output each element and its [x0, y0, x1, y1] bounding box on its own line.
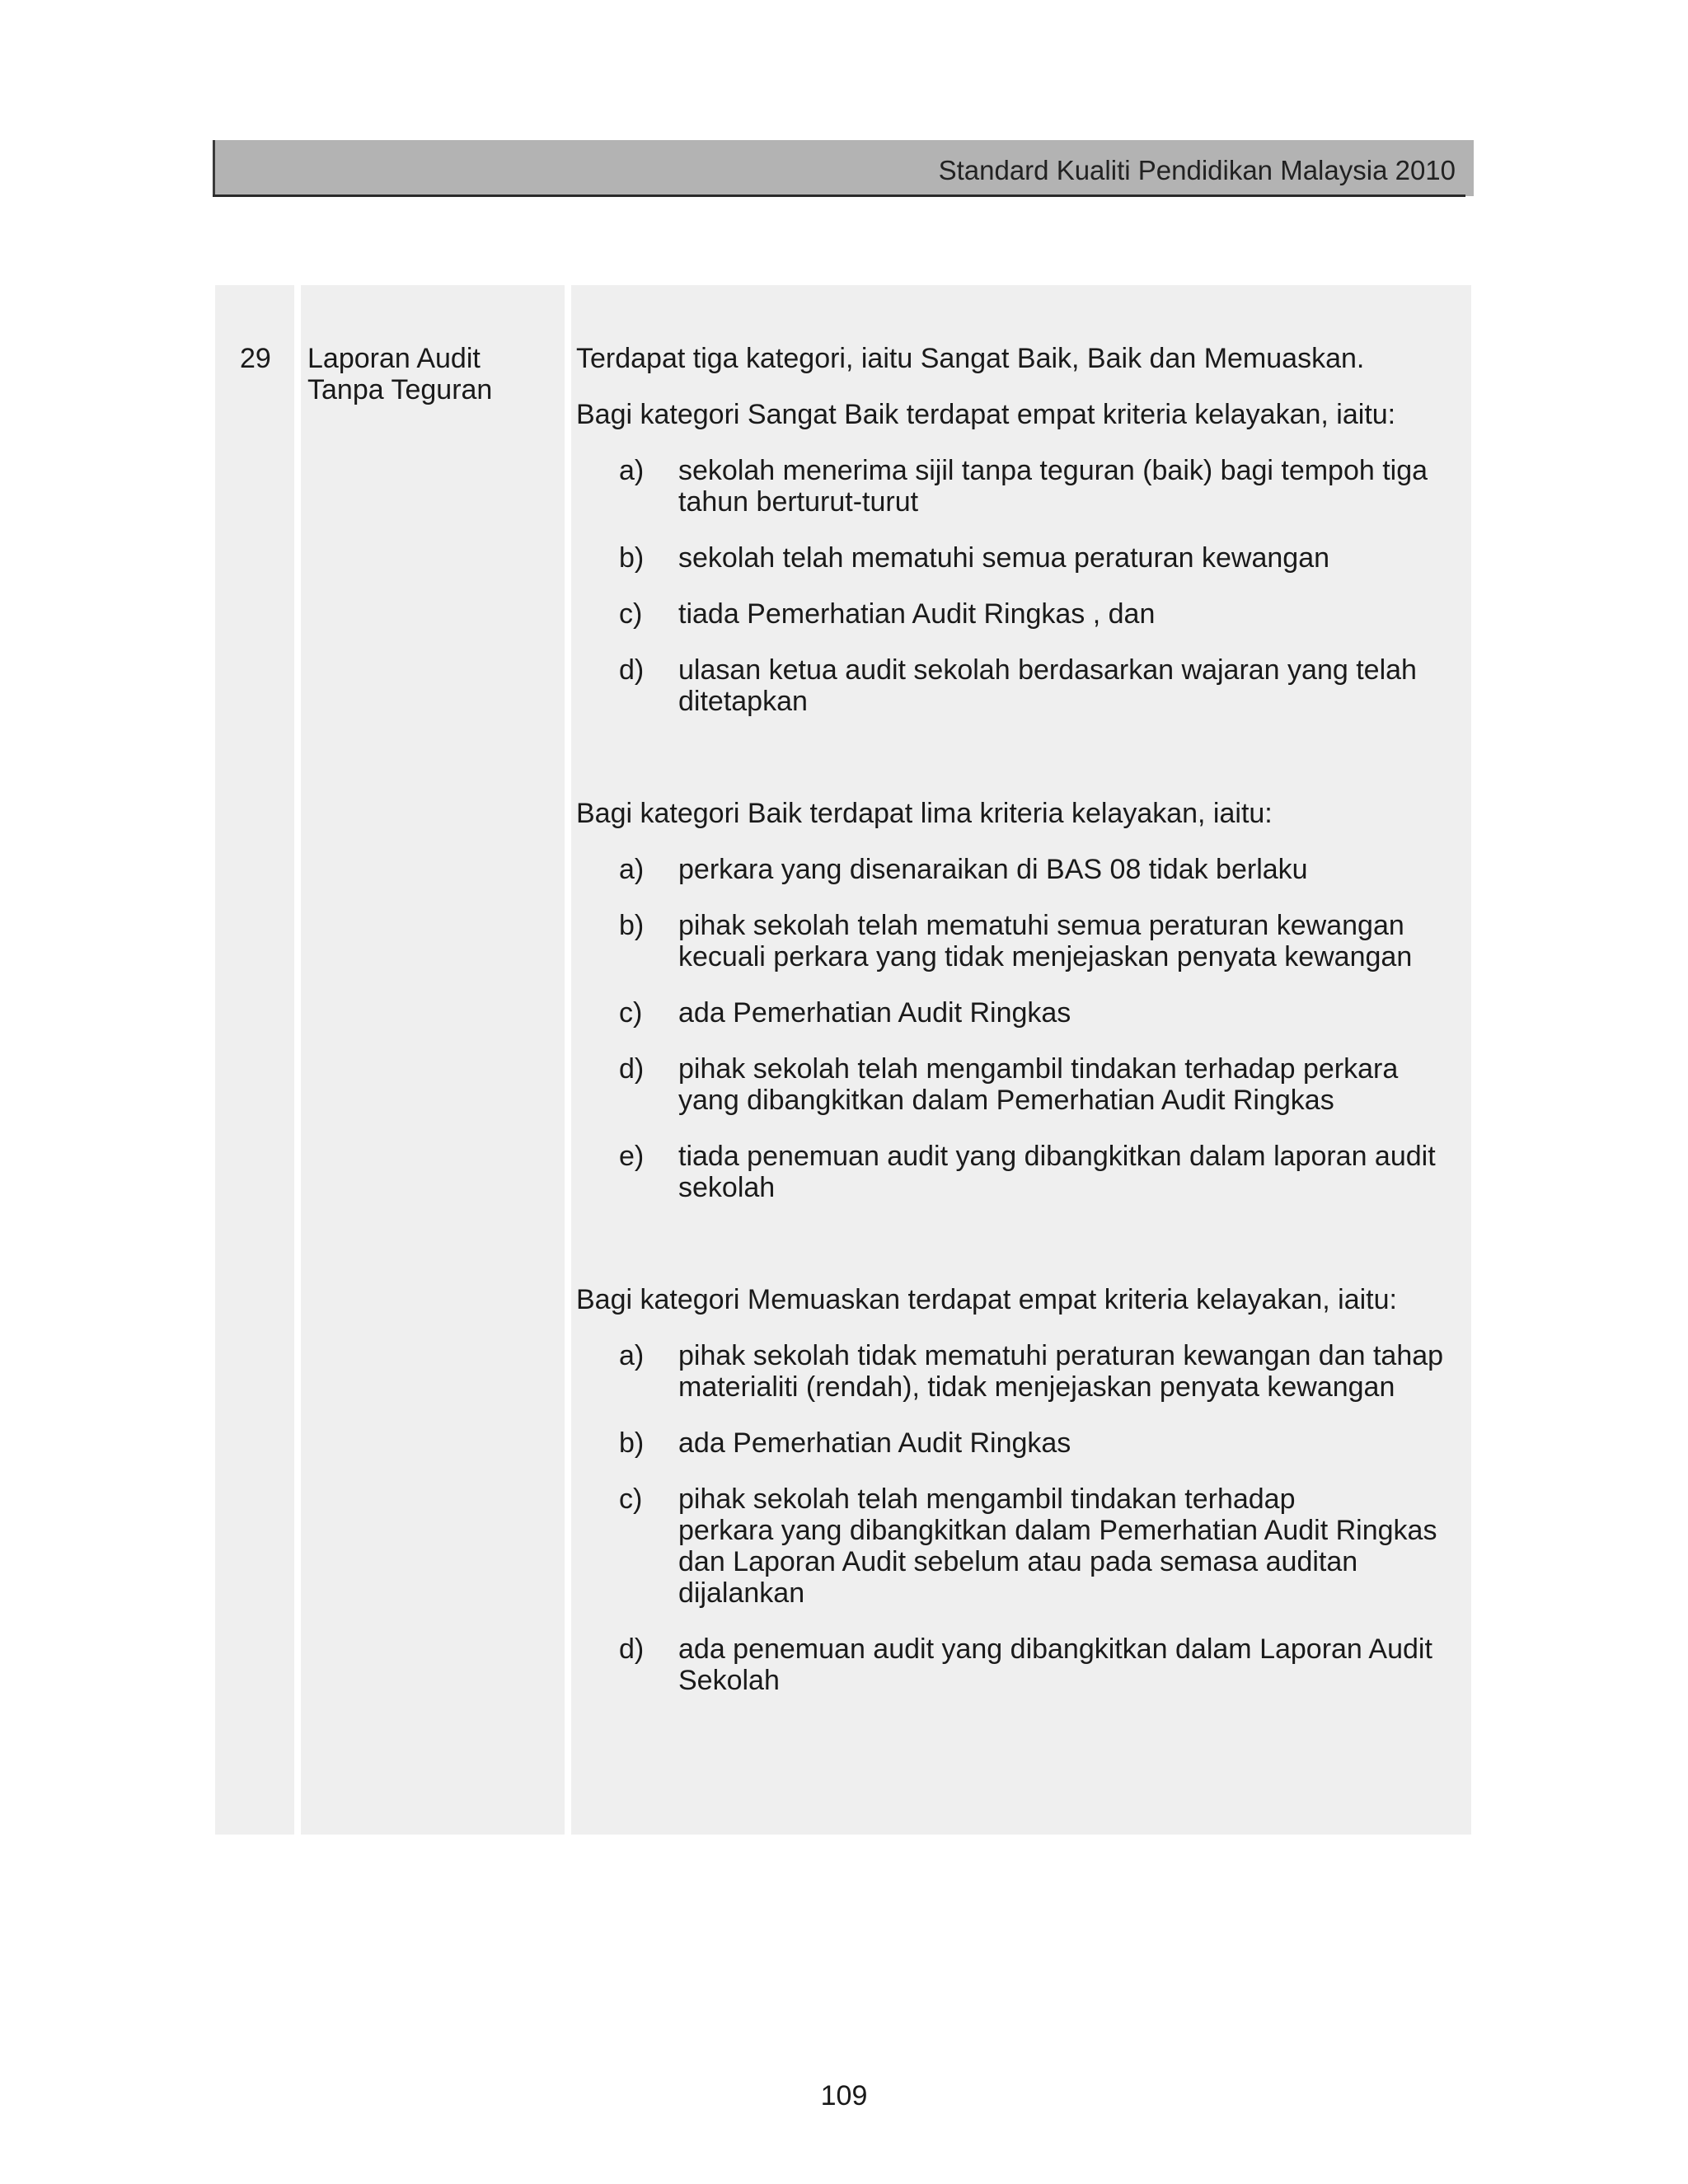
row-description	[576, 343, 1462, 1721]
criteria-text-line: perkara yang disenaraikan di BAS 08 tidak berlaku	[678, 854, 1308, 885]
criteria-marker: b)	[619, 542, 645, 574]
row-number: 29	[240, 343, 271, 374]
criteria-text-line: Sekolah	[678, 1665, 780, 1696]
column-number	[215, 285, 294, 1835]
criteria-text-line: ada Pemerhatian Audit Ringkas	[678, 997, 1071, 1029]
criteria-marker: a)	[619, 854, 645, 885]
category-heading: Bagi kategori Sangat Baik terdapat empat kriteria kelayakan, iaitu:	[576, 399, 1396, 430]
criteria-item	[576, 1141, 1462, 1203]
criteria-text-line: ada Pemerhatian Audit Ringkas	[678, 1427, 1071, 1459]
criteria-list	[576, 455, 1462, 717]
criteria-text-line: yang dibangkitkan dalam Pemerhatian Audit Ringkas	[678, 1085, 1334, 1116]
criteria-item	[576, 455, 1462, 518]
criteria-marker: d)	[619, 1633, 645, 1665]
header-underline	[213, 194, 1465, 197]
criteria-item	[576, 1053, 1462, 1116]
criteria-text-line: pihak sekolah telah mengambil tindakan terhadap	[678, 1483, 1296, 1515]
criteria-marker: a)	[619, 455, 645, 486]
category-heading: Bagi kategori Memuaskan terdapat empat kriteria kelayakan, iaitu:	[576, 1284, 1397, 1315]
criteria-item	[576, 542, 1462, 574]
criteria-marker: a)	[619, 1340, 645, 1371]
category-section	[576, 1284, 1462, 1696]
page-number: 109	[820, 2080, 868, 2111]
criteria-marker: c)	[619, 1483, 643, 1515]
criteria-text-line: sekolah menerima sijil tanpa teguran (baik) bagi tempoh tiga	[678, 455, 1428, 486]
criteria-marker: e)	[619, 1141, 645, 1172]
criteria-marker: d)	[619, 654, 645, 686]
criteria-marker: b)	[619, 910, 645, 941]
row-title: Laporan Audit Tanpa Teguran	[307, 343, 493, 405]
intro-text: Terdapat tiga kategori, iaitu Sangat Baik, Baik dan Memuaskan.	[576, 343, 1365, 374]
criteria-text-line: kecuali perkara yang tidak menjejaskan penyata kewangan	[678, 941, 1413, 972]
criteria-text-line: dijalankan	[678, 1577, 805, 1609]
criteria-text-line: dan Laporan Audit sebelum atau pada semasa auditan	[678, 1546, 1358, 1577]
criteria-text-line: sekolah	[678, 1172, 776, 1203]
criteria-text-line: ada penemuan audit yang dibangkitkan dalam Laporan Audit	[678, 1633, 1432, 1665]
criteria-item	[576, 1427, 1462, 1459]
criteria-text-line: tahun berturut-turut	[678, 486, 919, 518]
criteria-item	[576, 654, 1462, 717]
section-gap	[576, 742, 1462, 798]
column-title	[301, 285, 565, 1835]
criteria-text-line: perkara yang dibangkitkan dalam Pemerhatian Audit Ringkas	[678, 1515, 1437, 1546]
criteria-text-line: sekolah telah mematuhi semua peraturan kewangan	[678, 542, 1330, 574]
criteria-item	[576, 910, 1462, 972]
criteria-item	[576, 598, 1462, 630]
criteria-list	[576, 1340, 1462, 1696]
document-title: Standard Kualiti Pendidikan Malaysia 2010	[938, 155, 1456, 185]
criteria-marker: c)	[619, 997, 643, 1029]
criteria-table	[215, 285, 1471, 1835]
category-heading: Bagi kategori Baik terdapat lima kriteria kelayakan, iaitu:	[576, 798, 1273, 829]
criteria-list	[576, 854, 1462, 1203]
criteria-item	[576, 1483, 1462, 1609]
criteria-marker: b)	[619, 1427, 645, 1459]
criteria-marker: d)	[619, 1053, 645, 1085]
criteria-marker: c)	[619, 598, 643, 630]
criteria-item	[576, 997, 1462, 1029]
criteria-item	[576, 854, 1462, 885]
category-sections	[576, 399, 1462, 1696]
section-gap	[576, 1228, 1462, 1284]
header-bar	[213, 140, 1474, 196]
criteria-text-line: tiada penemuan audit yang dibangkitkan dalam laporan audit	[678, 1141, 1436, 1172]
criteria-text-line: materialiti (rendah), tidak menjejaskan penyata kewangan	[678, 1371, 1395, 1403]
criteria-text-line: pihak sekolah telah mematuhi semua peraturan kewangan	[678, 910, 1404, 941]
category-section	[576, 798, 1462, 1203]
criteria-item	[576, 1633, 1462, 1696]
category-section	[576, 399, 1462, 717]
criteria-item	[576, 1340, 1462, 1403]
criteria-text-line: ditetapkan	[678, 686, 808, 717]
criteria-text-line: tiada Pemerhatian Audit Ringkas , dan	[678, 598, 1156, 630]
criteria-text-line: pihak sekolah tidak mematuhi peraturan kewangan dan tahap	[678, 1340, 1444, 1371]
criteria-text-line: pihak sekolah telah mengambil tindakan terhadap perkara	[678, 1053, 1399, 1085]
criteria-text-line: ulasan ketua audit sekolah berdasarkan wajaran yang telah	[678, 654, 1417, 686]
